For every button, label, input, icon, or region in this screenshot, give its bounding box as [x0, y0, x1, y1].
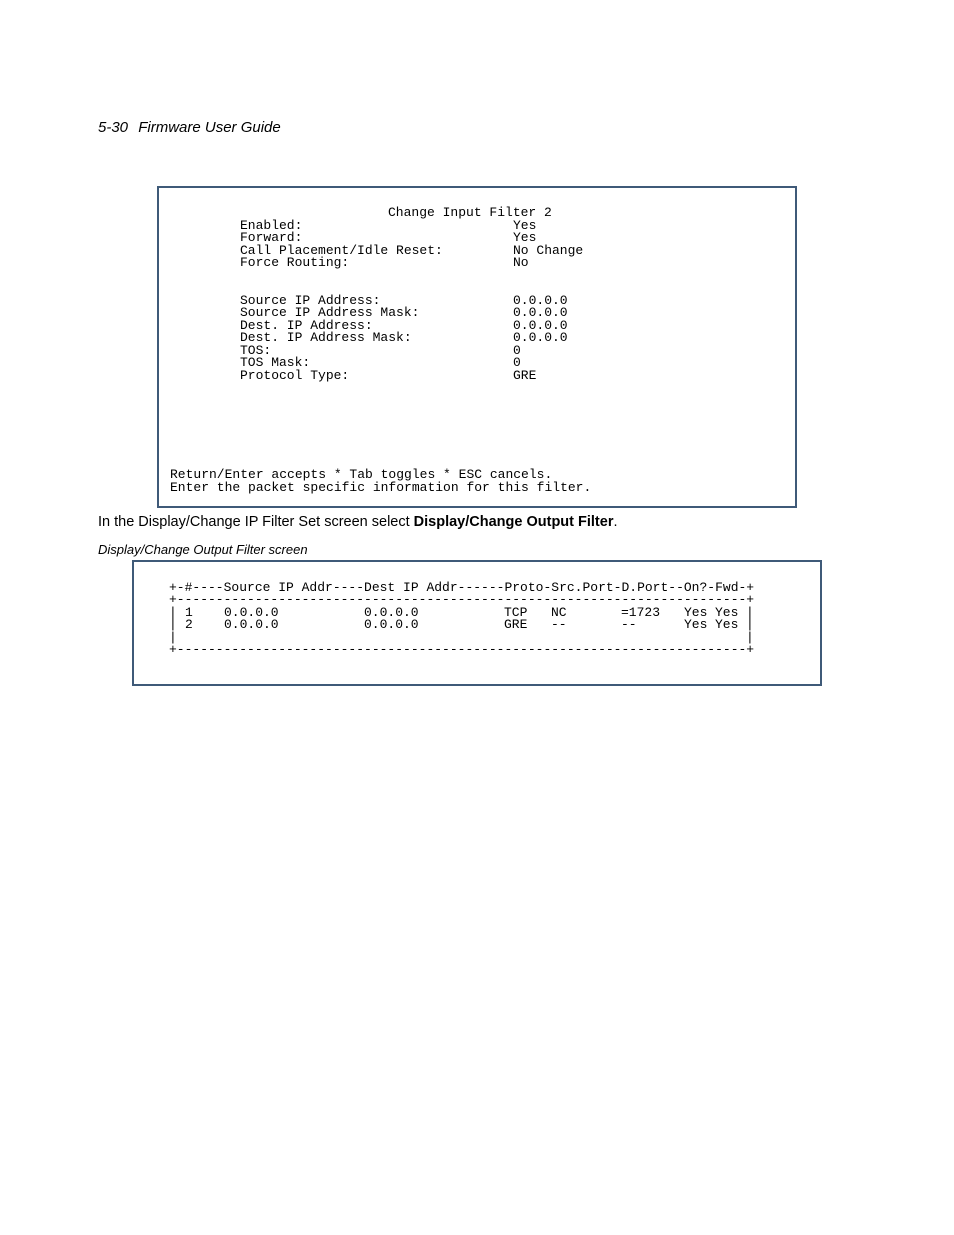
row-border-right: |: [746, 605, 754, 620]
field-value-protocol-type[interactable]: GRE: [513, 368, 537, 383]
figure-caption: Display/Change Output Filter screen: [98, 542, 308, 557]
row-border-left: |: [169, 617, 177, 632]
field-label-call-placement: Call Placement/Idle Reset:: [240, 243, 443, 258]
input-filter-screen: [157, 186, 797, 508]
row-border-left: |: [169, 605, 177, 620]
row-num: 1: [185, 605, 193, 620]
row-fwd: Yes: [715, 617, 739, 632]
doc-title: Firmware User Guide: [138, 119, 281, 136]
row-num: 2: [185, 617, 193, 632]
instruction-text-after: .: [613, 514, 618, 530]
field-value-source-ip-mask[interactable]: 0.0.0.0: [513, 305, 568, 320]
row-d-port: =1723: [621, 605, 661, 620]
field-value-enabled[interactable]: Yes: [513, 218, 537, 233]
page-header: [98, 119, 281, 136]
instruction-bold: Display/Change Output Filter: [413, 514, 614, 530]
table-bottom-border: +-------------------------------------------------------------------------+: [169, 642, 755, 657]
field-label-dest-ip-mask: Dest. IP Address Mask:: [240, 330, 412, 345]
field-value-force-routing[interactable]: No: [513, 255, 529, 270]
field-value-call-placement[interactable]: No Change: [513, 243, 584, 258]
field-value-tos-mask[interactable]: 0: [513, 355, 521, 370]
field-label-tos: TOS:: [240, 343, 272, 358]
instruction-text-before: In the Display/Change IP Filter Set screen select: [98, 514, 414, 530]
row-source-ip: 0.0.0.0: [224, 605, 279, 620]
screen-footer-help: Return/Enter accepts * Tab toggles * ESC cancels.: [170, 467, 553, 482]
row-src-port: --: [551, 617, 567, 632]
row-d-port: --: [621, 617, 637, 632]
row-fwd: Yes: [715, 605, 739, 620]
field-value-dest-ip-mask[interactable]: 0.0.0.0: [513, 330, 568, 345]
instruction-text: [98, 514, 618, 530]
field-label-source-ip: Source IP Address:: [240, 293, 381, 308]
field-value-source-ip[interactable]: 0.0.0.0: [513, 293, 568, 308]
table-header-row: +-#----Source IP Addr----Dest IP Addr------Proto-Src.Port-D.Port--On?-Fwd-+: [169, 580, 755, 595]
field-label-force-routing: Force Routing:: [240, 255, 350, 270]
field-value-tos[interactable]: 0: [513, 343, 521, 358]
field-label-enabled: Enabled:: [240, 218, 303, 233]
row-on: Yes: [684, 617, 708, 632]
row-source-ip: 0.0.0.0: [224, 617, 279, 632]
output-filter-screen: [132, 560, 822, 686]
field-label-tos-mask: TOS Mask:: [240, 355, 311, 370]
field-label-protocol-type: Protocol Type:: [240, 368, 350, 383]
field-value-forward[interactable]: Yes: [513, 230, 537, 245]
page-number: 5-30: [98, 119, 129, 136]
empty-row-border-left: |: [169, 630, 177, 645]
table-separator: +-------------------------------------------------------------------------+: [169, 592, 755, 607]
field-label-forward: Forward:: [240, 230, 303, 245]
row-dest-ip: 0.0.0.0: [364, 605, 419, 620]
screen-title: Change Input Filter 2: [388, 205, 552, 220]
row-proto: TCP: [504, 605, 528, 620]
row-dest-ip: 0.0.0.0: [364, 617, 419, 632]
row-on: Yes: [684, 605, 708, 620]
row-src-port: NC: [551, 605, 567, 620]
empty-row-border-right: |: [746, 630, 754, 645]
field-label-source-ip-mask: Source IP Address Mask:: [240, 305, 420, 320]
row-proto: GRE: [504, 617, 528, 632]
field-label-dest-ip: Dest. IP Address:: [240, 318, 373, 333]
row-border-right: |: [746, 617, 754, 632]
screen-footer-status: Enter the packet specific information for this filter.: [170, 480, 592, 495]
field-value-dest-ip[interactable]: 0.0.0.0: [513, 318, 568, 333]
